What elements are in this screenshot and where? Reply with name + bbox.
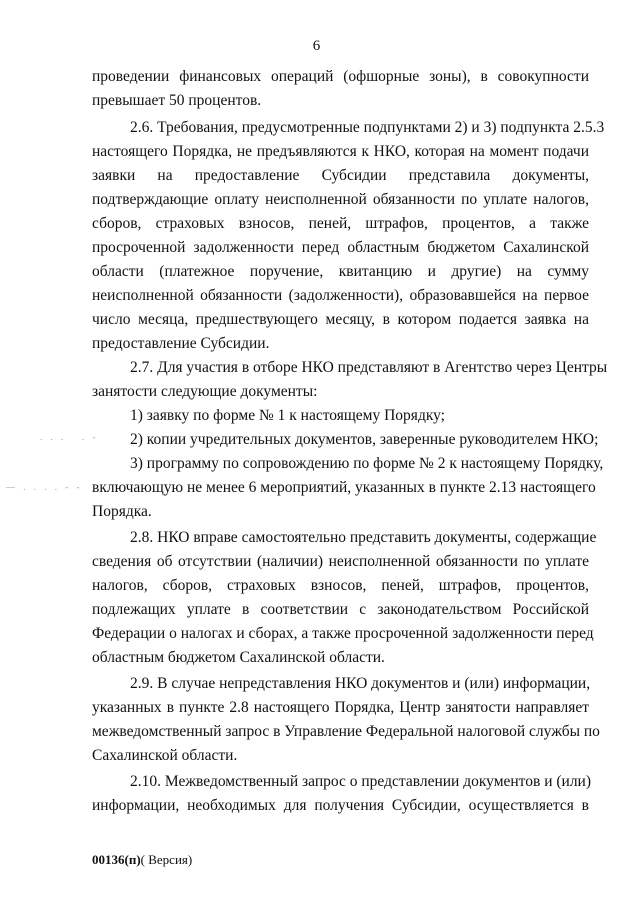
text-line: превышает 50 процентов.: [92, 92, 262, 109]
text-line: просроченной задолженности перед областным бюджетом Сахалинской: [92, 239, 589, 256]
version-label: ( Версия): [140, 852, 193, 867]
text-line: подтверждающие оплату неисполненной обязанности по уплате налогов,: [92, 191, 589, 208]
text-line: заявки на предоставление Субсидии представила документы,: [92, 167, 589, 184]
text-line: Порядка.: [92, 503, 152, 520]
text-line: информации, необходимых для получения Субсидии, осуществляется в: [92, 797, 589, 814]
text-line: настоящего Порядка, не предъявляются к НКО, которая на момент подачи: [92, 143, 589, 160]
text-line: указанных в пункте 2.8 настоящего Порядка, Центр занятости направляет: [92, 699, 589, 716]
text-line: области (платежное поручение, квитанцию и другие) на сумму: [92, 263, 589, 280]
text-line: 2.10. Межведомственный запрос о представлении документов и (или): [130, 773, 592, 790]
text-line: занятости следующие документы:: [92, 383, 318, 400]
text-line: неисполненной обязанности (задолженности), образовавшейся на первое: [92, 287, 589, 304]
text-line: 2.8. НКО вправе самостоятельно представить документы, содержащие: [130, 529, 597, 546]
text-line: 3) программу по сопровождению по форме № 2 к настоящему Порядку,: [130, 455, 604, 472]
text-line: Федерации о налогах и сборах, а также просроченной задолженности перед: [92, 625, 594, 642]
text-line: сведения об отсутствии (наличии) неисполненной обязанности по уплате: [92, 553, 589, 570]
text-line: налогов, сборов, страховых взносов, пеней, штрафов, процентов,: [92, 577, 589, 594]
text-line: включающую не менее 6 мероприятий, указанных в пункте 2.13 настоящего: [92, 479, 596, 496]
footer: [92, 852, 192, 868]
scan-artifact: . . . . -: [40, 432, 99, 442]
text-line: число месяца, предшествующего месяцу, в котором подается заявка на: [92, 311, 589, 328]
text-line: 2.7. Для участия в отборе НКО представляют в Агентство через Центры: [130, 359, 608, 376]
text-line: 1) заявку по форме № 1 к настоящему Порядку;: [130, 407, 445, 424]
text-line: 2.9. В случае непредставления НКО документов и (или) информации,: [130, 675, 591, 692]
text-line: проведении финансовых операций (офшорные зоны), в совокупности: [92, 68, 589, 85]
page-number: 6: [312, 38, 321, 54]
text-line: подлежащих уплате в соответствии с законодательством Российской: [92, 601, 589, 618]
text-line: 2.6. Требования, предусмотренные подпунктами 2) и 3) подпункта 2.5.3: [130, 119, 605, 136]
document-number: 00136(п): [92, 852, 141, 867]
text-line: областным бюджетом Сахалинской области.: [92, 649, 385, 666]
scan-artifact: — . . . . - -: [6, 482, 83, 492]
text-line: межведомственный запрос в Управление Федеральной налоговой службы по: [92, 723, 600, 740]
text-line: Сахалинской области.: [92, 747, 238, 764]
text-line: сборов, страховых взносов, пеней, штрафов, процентов, а также: [92, 215, 589, 232]
text-line: предоставление Субсидии.: [92, 335, 270, 352]
text-line: 2) копии учредительных документов, заверенные руководителем НКО;: [130, 431, 599, 448]
